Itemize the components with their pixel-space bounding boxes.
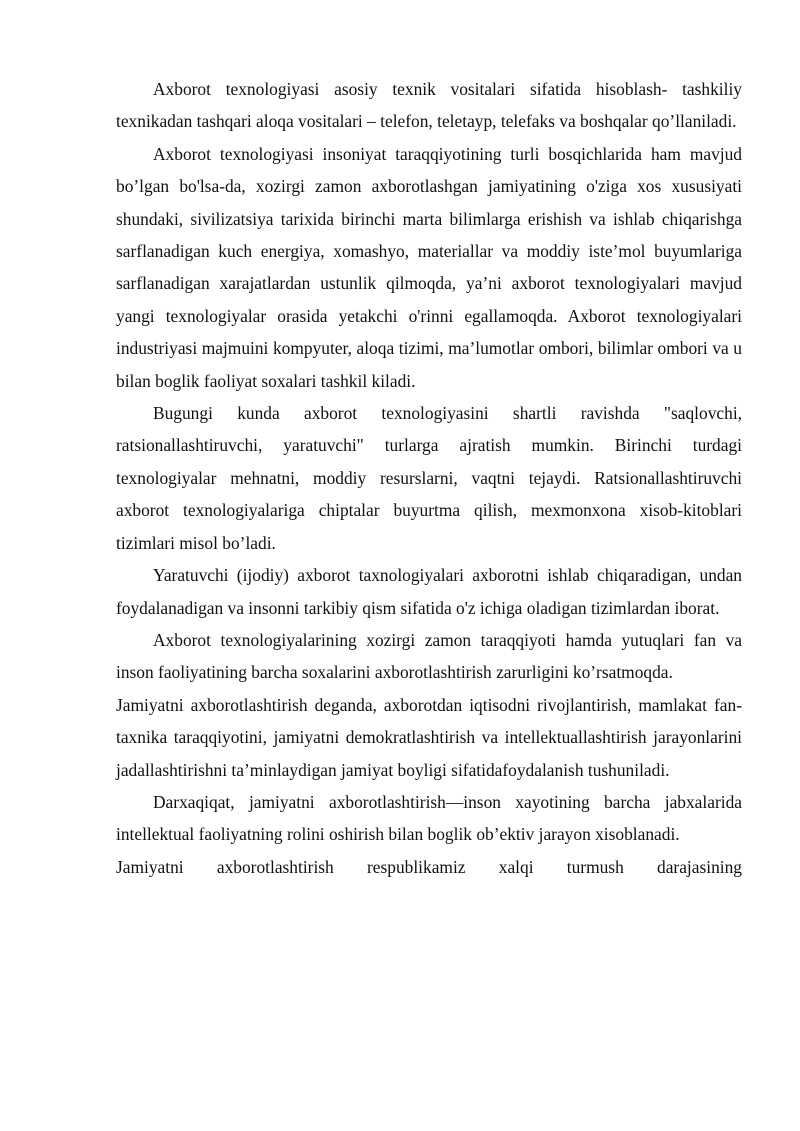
paragraph-7: Darxaqiqat, jamiyatni axborotlashtirish—inson xayotining barcha jabxalarida intellektual faoliyatning rolini oshirish bilan boglik ob’ektiv jarayon xisoblanadi. xyxy=(116,791,742,845)
paragraph-8: Jamiyatni axborotlashtirish respublikamiz xalqi turmush darajasining xyxy=(116,856,742,877)
paragraph-2: Axborot texnologiyasi insoniyat taraqqiyotining turli bosqichlarida ham mavjud bo’lgan bo'lsa-da, xozirgi zamon axborotlashgan jamiyatining o'ziga xos xususiyati shundaki, sivilizatsiya tarixida birinchi marta bilimlarga erishish va ishlab chiqarishga sarflanadigan kuch energiya, xomashyo, materiallar va moddiy iste’mol buyumlariga sarflanadigan xarajatlardan ustunlik qilmoqda, ya’ni axborot texnologiyalari mavjud yangi texnologiyalar orasida yetakchi o'rinni egallamoqda. Axborot texnologiyalari industriyasi majmuini kompyuter, aloqa tizimi, ma’lumotlar ombori, bilimlar ombori va u bilan boglik faoliyat soxalari tashkil kiladi. xyxy=(116,143,742,391)
paragraph-6: Jamiyatni axborotlashtirish deganda, axborotdan iqtisodni rivojlantirish, mamlakat fan-taxnika taraqqiyotini, jamiyatni demokratlashtirish va intellektuallashtirish jarayonlarini jadallashtirishni ta’minlaydigan jamiyat boyligi sifatidafoydalanish tushuniladi. xyxy=(116,694,742,780)
paragraph-1: Axborot texnologiyasi asosiy texnik vositalari sifatida hisoblash- tashkiliy texnikadan tashqari aloqa vositalari – telefon, teletayp, telefaks va boshqalar qo’llaniladi. xyxy=(116,79,742,132)
paragraph-4: Yaratuvchi (ijodiy) axborot taxnologiyalari axborotni ishlab chiqaradigan, undan foydalanadigan va insonni tarkibiy qism sifatida o'z ichiga oladigan tizimlardan iborat. xyxy=(116,565,742,618)
document-page xyxy=(116,73,742,883)
paragraph-3: Bugungi kunda axborot texnologiyasini shartli ravishda "saqlovchi, ratsionallashtiruvchi, yaratuvchi" turlarga ajratish mumkin. Birinchi turdagi texnologiyalar mehnatni, moddiy resurslarni, vaqtni tejaydi. Ratsionallashtiruvchi axborot texnologiyalariga chiptalar buyurtma qilish, mexmonxona xisob-kitoblari tizimlari misol bo’ladi. xyxy=(116,403,742,553)
paragraph-5: Axborot texnologiyalarining xozirgi zamon taraqqiyoti hamda yutuqlari fan va inson faoliyatining barcha soxalarini axborotlashtirish zarurligini ko’rsatmoqda. xyxy=(116,629,742,683)
